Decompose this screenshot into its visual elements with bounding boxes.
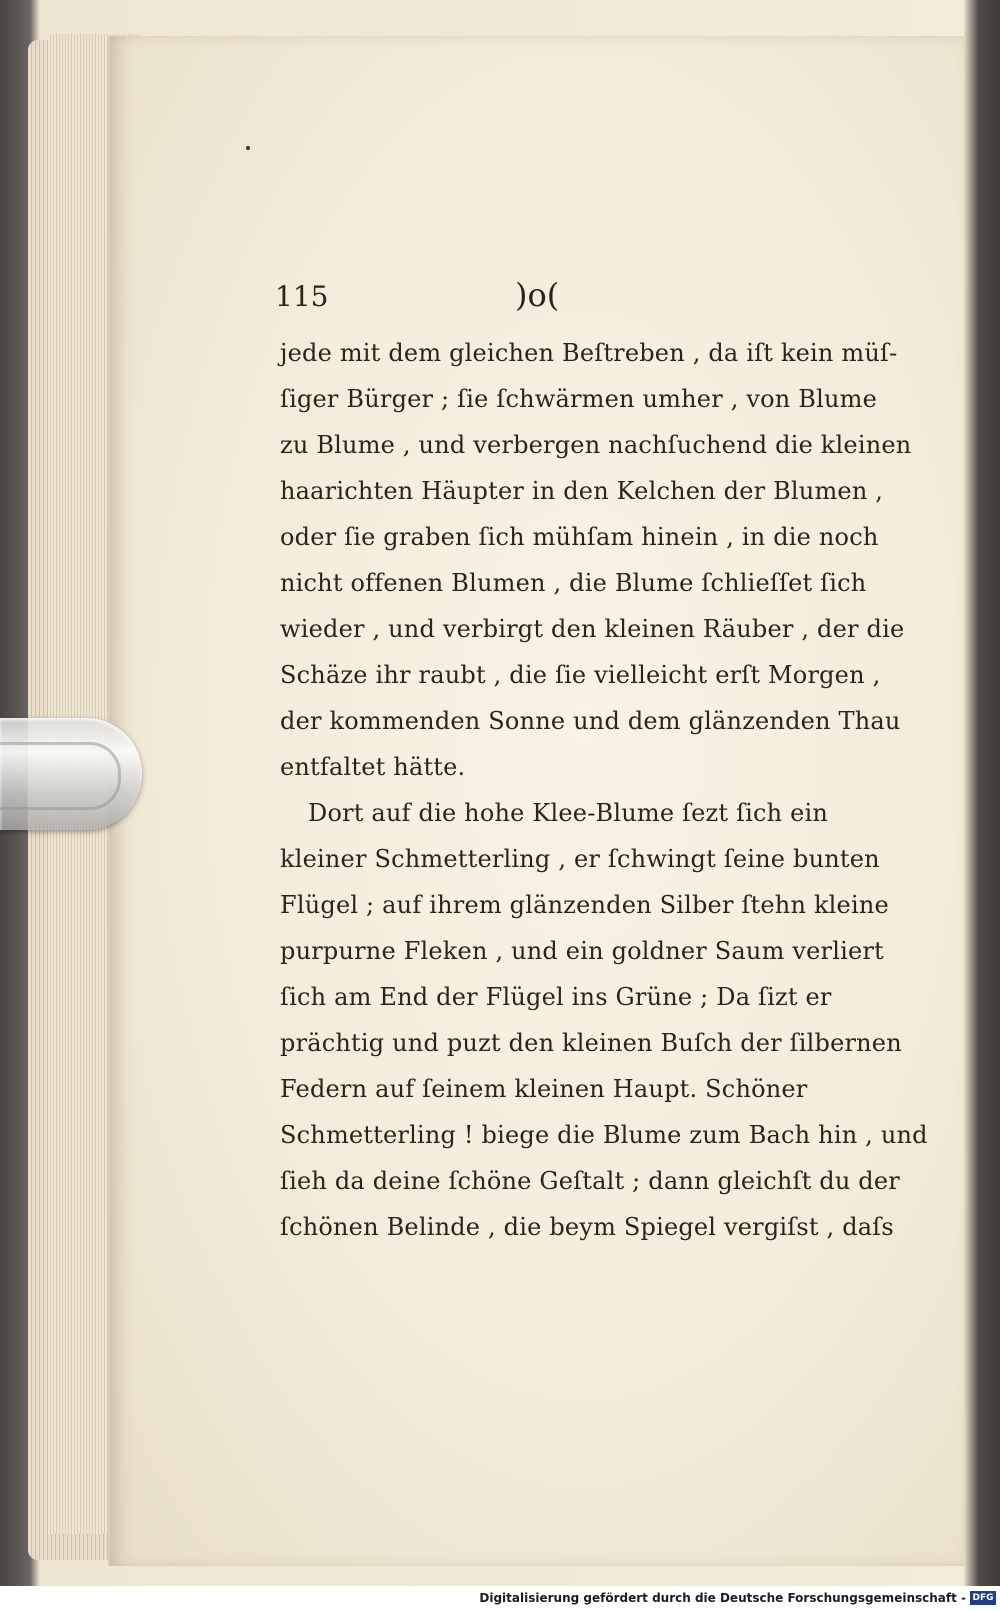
text-line: ſich am End der Flügel ins Grüne ; Da ſizt er — [280, 983, 832, 1011]
text-line: kleiner Schmetterling , er ſchwingt ſeine bunten — [280, 845, 880, 873]
page-number: 115 — [275, 280, 329, 313]
page-clip — [0, 718, 142, 830]
text-line: oder ſie graben ſich mühſam hinein , in die noch — [280, 523, 879, 551]
text-line: ſieh da deine ſchöne Geſtalt ; dann gleichſt du der — [280, 1167, 900, 1195]
text-line: Schäze ihr raubt , die ſie vielleicht erſt Morgen , — [280, 661, 881, 689]
digitization-footer — [0, 1586, 1000, 1611]
text-line: Flügel ; auf ihrem glänzenden Silber ſtehn kleine — [280, 891, 889, 919]
text-line: jede mit dem gleichen Beſtreben , da iſt kein müſ- — [280, 339, 898, 367]
text-line: purpurne Fleken , und ein goldner Saum verliert — [280, 937, 884, 965]
page-header — [275, 276, 815, 330]
text-line: ſchönen Belinde , die beym Spiegel vergiſst , daſs — [280, 1213, 894, 1241]
funding-credit: Digitalisierung gefördert durch die Deutsche Forschungsgemeinschaft - — [479, 1591, 966, 1605]
text-line-paragraph-start: Dort auf die hohe Klee-Blume ſezt ſich ein — [308, 799, 829, 827]
text-line: entfaltet hätte. — [280, 753, 466, 781]
running-head-ornament: )o( — [515, 276, 560, 314]
text-line: der kommenden Sonne und dem glänzenden Thau — [280, 707, 901, 735]
text-line: prächtig und puzt den kleinen Buſch der ſilbernen — [280, 1029, 902, 1057]
text-line: Schmetterling ! biege die Blume zum Bach hin , und — [280, 1121, 928, 1149]
text-line: haarichten Häupter in den Kelchen der Blumen , — [280, 477, 884, 505]
body-text — [280, 330, 928, 1250]
text-line: wieder , und verbirgt den kleinen Räuber , der die — [280, 615, 905, 643]
text-line: zu Blume , und verbergen nachſuchend die kleinen — [280, 431, 912, 459]
text-line: ſiger Bürger ; ſie ſchwärmen umher , von Blume — [280, 385, 877, 413]
page-clip-loop — [0, 742, 121, 810]
paper-speck — [246, 146, 250, 150]
dfg-logo: DFG — [970, 1591, 996, 1605]
text-line: Federn auf ſeinem kleinen Haupt. Schöner — [280, 1075, 808, 1103]
book-cover-right-edge — [964, 0, 1000, 1586]
text-line: nicht offenen Blumen , die Blume ſchlieſſet ſich — [280, 569, 867, 597]
